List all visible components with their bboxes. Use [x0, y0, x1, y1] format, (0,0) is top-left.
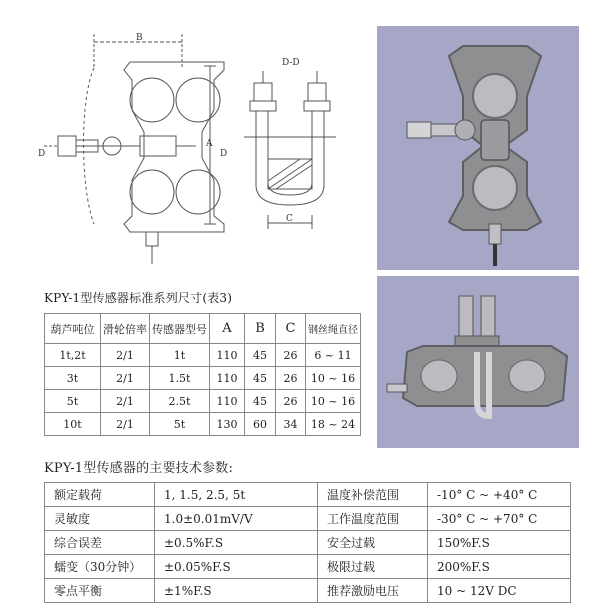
table-cell: 110 — [210, 344, 245, 367]
table-cell: 1.5t — [150, 367, 210, 390]
spec-value: ±1%F.S — [155, 579, 318, 603]
spec-table-caption: KPY-1型传感器的主要技术参数: — [44, 461, 234, 476]
spec-table — [44, 482, 571, 603]
header-cell: 钢丝绳直径 — [306, 314, 361, 344]
table-cell: 45 — [245, 367, 276, 390]
section-view-drawing — [236, 55, 346, 240]
table-header-row — [45, 314, 361, 344]
table-cell: 10 ~ 16 — [306, 367, 361, 390]
table-cell: 2/1 — [101, 367, 150, 390]
table-cell: 2.5t — [150, 390, 210, 413]
front-view-drawing — [36, 28, 226, 278]
dim-b-label: B — [136, 33, 143, 43]
spec-label: 蠕变（30分钟） — [45, 555, 155, 579]
spec-label: 额定载荷 — [45, 483, 155, 507]
table-row — [45, 555, 571, 579]
section-d-right: D — [220, 149, 228, 159]
table-cell: 130 — [210, 413, 245, 436]
spec-value: 1.0±0.01mV/V — [155, 507, 318, 531]
spec-label: 安全过载 — [318, 531, 428, 555]
header-cell: 葫芦吨位 — [45, 314, 101, 344]
spec-label: 灵敏度 — [45, 507, 155, 531]
spec-value: ±0.5%F.S — [155, 531, 318, 555]
table-cell: 45 — [245, 344, 276, 367]
table-row — [45, 390, 361, 413]
spec-value: 200%F.S — [428, 555, 571, 579]
table-cell: 45 — [245, 390, 276, 413]
table-row — [45, 531, 571, 555]
table-cell: 10t — [45, 413, 101, 436]
spec-value: 150%F.S — [428, 531, 571, 555]
size-table — [44, 313, 361, 436]
size-table-caption: KPY-1型传感器标准系列尺寸(表3) — [44, 291, 233, 305]
spec-value: -10° C ~ +40° C — [428, 483, 571, 507]
header-cell: A — [210, 314, 245, 344]
sensor-photo-front — [377, 26, 579, 270]
table-cell: 2/1 — [101, 413, 150, 436]
spec-value: 10 ~ 12V DC — [428, 579, 571, 603]
table-cell: 110 — [210, 390, 245, 413]
table-row — [45, 507, 571, 531]
sensor-photo-angle — [377, 276, 579, 448]
section-d-left: D — [38, 149, 46, 159]
spec-label: 综合误差 — [45, 531, 155, 555]
spec-value: 1, 1.5, 2.5, 5t — [155, 483, 318, 507]
table-cell: 2/1 — [101, 344, 150, 367]
spec-label: 工作温度范围 — [318, 507, 428, 531]
table-cell: 110 — [210, 367, 245, 390]
table-cell: 5t — [150, 413, 210, 436]
dim-c-label: C — [286, 214, 293, 224]
dim-a-label: A — [206, 139, 213, 149]
spec-value: ±0.05%F.S — [155, 555, 318, 579]
section-title: D-D — [282, 58, 300, 68]
table-cell: 26 — [276, 344, 306, 367]
table-cell: 18 ~ 24 — [306, 413, 361, 436]
table-row — [45, 344, 361, 367]
header-cell: 滑轮倍率 — [101, 314, 150, 344]
table-cell: 2/1 — [101, 390, 150, 413]
table-cell: 6 ~ 11 — [306, 344, 361, 367]
header-cell: C — [276, 314, 306, 344]
table-cell: 26 — [276, 390, 306, 413]
table-cell: 10 ~ 16 — [306, 390, 361, 413]
table-cell: 5t — [45, 390, 101, 413]
table-cell: 34 — [276, 413, 306, 436]
table-row — [45, 413, 361, 436]
table-cell: 1t,2t — [45, 344, 101, 367]
table-cell: 1t — [150, 344, 210, 367]
header-cell: 传感器型号 — [150, 314, 210, 344]
table-row — [45, 579, 571, 603]
spec-label: 极限过载 — [318, 555, 428, 579]
table-row — [45, 367, 361, 390]
spec-label: 温度补偿范围 — [318, 483, 428, 507]
table-cell: 3t — [45, 367, 101, 390]
header-cell: B — [245, 314, 276, 344]
spec-value: -30° C ~ +70° C — [428, 507, 571, 531]
spec-label: 零点平衡 — [45, 579, 155, 603]
table-cell: 26 — [276, 367, 306, 390]
table-row — [45, 483, 571, 507]
table-cell: 60 — [245, 413, 276, 436]
spec-label: 推荐激励电压 — [318, 579, 428, 603]
